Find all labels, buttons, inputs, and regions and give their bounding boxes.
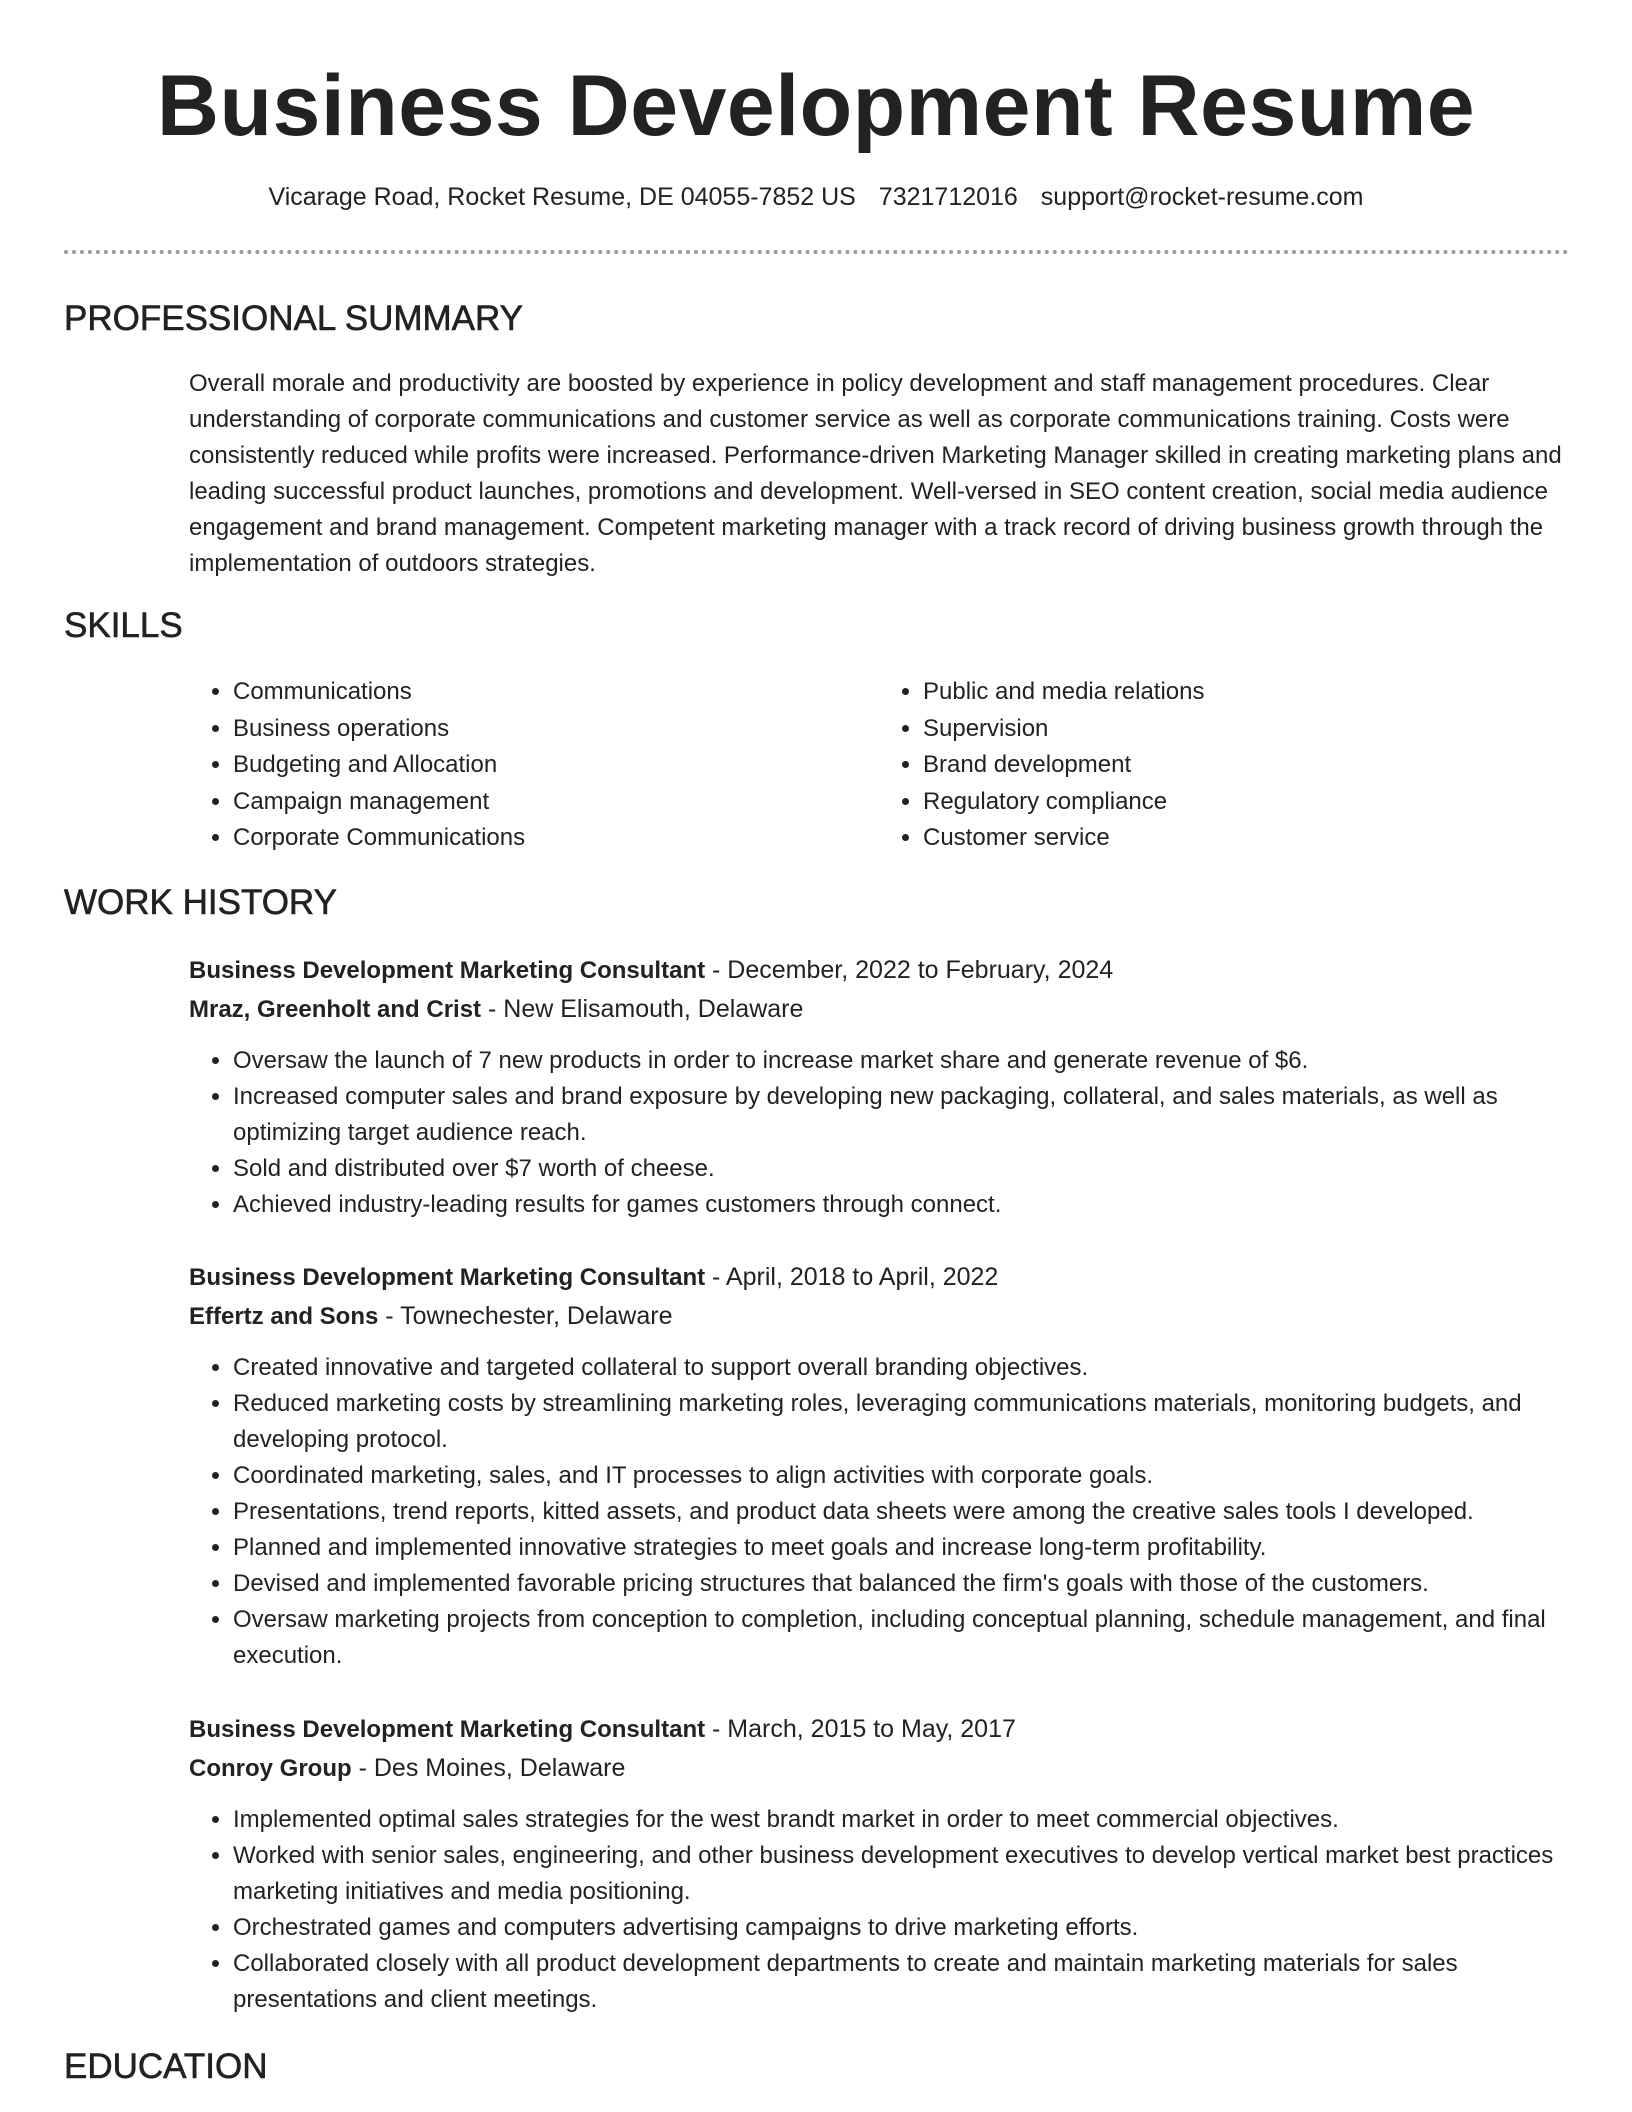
skill-item: • Customer service	[923, 820, 1569, 857]
skill-item: • Corporate Communications	[233, 820, 879, 857]
summary-text: Overall morale and productivity are boosted by experience in policy development and staff management procedures. Clear understanding of corporate communications and customer service as well as corporate communications training. Costs were consistently reduced while profits were increased. Performance-driven Marketing Manager skilled in creating marketing plans and leading successful product launches, promotions and development. Well-versed in SEO content creation, social media audience engagement and brand management. Competent marketing manager with a track record of driving business growth through the implementation of outdoors strategies.	[189, 370, 1562, 577]
skill-item: • Business operations	[233, 711, 879, 748]
job-bullet: • Created innovative and targeted collateral to support overall branding objectives.	[233, 1350, 1569, 1386]
job-bullet: • Worked with senior sales, engineering, and other business development executives to develop vertical market best practices marketing initiatives and media positioning.	[233, 1838, 1569, 1910]
job-entry	[189, 1258, 1569, 1674]
job-location: - Des Moines, Delaware	[351, 1754, 626, 1782]
skills-heading: SKILLS	[64, 606, 183, 645]
skill-item: • Public and media relations	[923, 674, 1569, 711]
job-bullet: • Devised and implemented favorable pricing structures that balanced the firm's goals with those of the customers.	[233, 1566, 1569, 1602]
job-title: Business Development Marketing Consultant	[189, 957, 706, 984]
contact-line	[0, 178, 1632, 216]
job-company: Effertz and Sons	[189, 1303, 379, 1330]
skills-column-left	[189, 674, 879, 857]
contact-email: support@rocket-resume.com	[1040, 183, 1364, 211]
job-bullets	[189, 1043, 1569, 1223]
job-entry	[189, 951, 1569, 1223]
job-title-line	[189, 951, 1569, 990]
skill-item: • Budgeting and Allocation	[233, 747, 879, 784]
job-bullets	[189, 1350, 1569, 1674]
education-heading: EDUCATION	[64, 2047, 268, 2086]
job-bullets	[189, 1802, 1569, 2018]
job-bullet: • Orchestrated games and computers advertising campaigns to drive marketing efforts.	[233, 1910, 1569, 1946]
summary-heading: PROFESSIONAL SUMMARY	[64, 299, 523, 338]
job-bullet: • Coordinated marketing, sales, and IT processes to align activities with corporate goals.	[233, 1458, 1569, 1494]
job-company-line	[189, 990, 1569, 1029]
job-bullet: • Reduced marketing costs by streamlining marketing roles, leveraging communications materials, monitoring budgets, and developing protocol.	[233, 1386, 1569, 1458]
job-title-line	[189, 1710, 1569, 1749]
job-dates: - April, 2018 to April, 2022	[705, 1263, 999, 1291]
skill-item: • Brand development	[923, 747, 1569, 784]
job-dates: - March, 2015 to May, 2017	[705, 1715, 1016, 1743]
skills-list	[189, 674, 1569, 857]
job-bullet: • Increased computer sales and brand exposure by developing new packaging, collateral, and sales materials, as well as optimizing target audience reach.	[233, 1079, 1569, 1151]
job-location: - Townechester, Delaware	[378, 1302, 673, 1330]
contact-address: Vicarage Road, Rocket Resume, DE 04055-7852 US	[268, 183, 856, 211]
job-bullet: • Implemented optimal sales strategies for the west brandt market in order to meet commercial objectives.	[233, 1802, 1569, 1838]
job-bullet: • Oversaw marketing projects from conception to completion, including conceptual planning, schedule management, and final execution.	[233, 1602, 1569, 1674]
job-company-line	[189, 1749, 1569, 1788]
header-divider	[64, 250, 1569, 254]
resume-title: Business Development Resume	[156, 58, 1476, 154]
contact-phone: 7321712016	[878, 183, 1018, 211]
skill-item: • Regulatory compliance	[923, 784, 1569, 821]
job-entry	[189, 1710, 1569, 2018]
job-location: - New Elisamouth, Delaware	[481, 995, 804, 1023]
skill-item: • Supervision	[923, 711, 1569, 748]
job-bullet: • Sold and distributed over $7 worth of cheese.	[233, 1151, 1569, 1187]
job-bullet: • Oversaw the launch of 7 new products in order to increase market share and generate revenue of $6.	[233, 1043, 1569, 1079]
skill-item: • Campaign management	[233, 784, 879, 821]
skill-item: • Communications	[233, 674, 879, 711]
job-company-line	[189, 1297, 1569, 1336]
job-bullet: • Presentations, trend reports, kitted assets, and product data sheets were among the creative sales tools I developed.	[233, 1494, 1569, 1530]
job-bullet: • Collaborated closely with all product development departments to create and maintain marketing materials for sales presentations and client meetings.	[233, 1946, 1569, 2018]
job-title: Business Development Marketing Consultant	[189, 1716, 706, 1743]
skills-column-right	[879, 674, 1569, 857]
job-bullet: • Planned and implemented innovative strategies to meet goals and increase long-term profitability.	[233, 1530, 1569, 1566]
work-heading: WORK HISTORY	[64, 883, 337, 922]
job-title: Business Development Marketing Consultant	[189, 1264, 706, 1291]
job-dates: - December, 2022 to February, 2024	[705, 956, 1114, 984]
job-title-line	[189, 1258, 1569, 1297]
job-company: Mraz, Greenholt and Crist	[189, 996, 482, 1023]
job-bullet: • Achieved industry-leading results for games customers through connect.	[233, 1187, 1569, 1223]
job-company: Conroy Group	[189, 1755, 352, 1782]
